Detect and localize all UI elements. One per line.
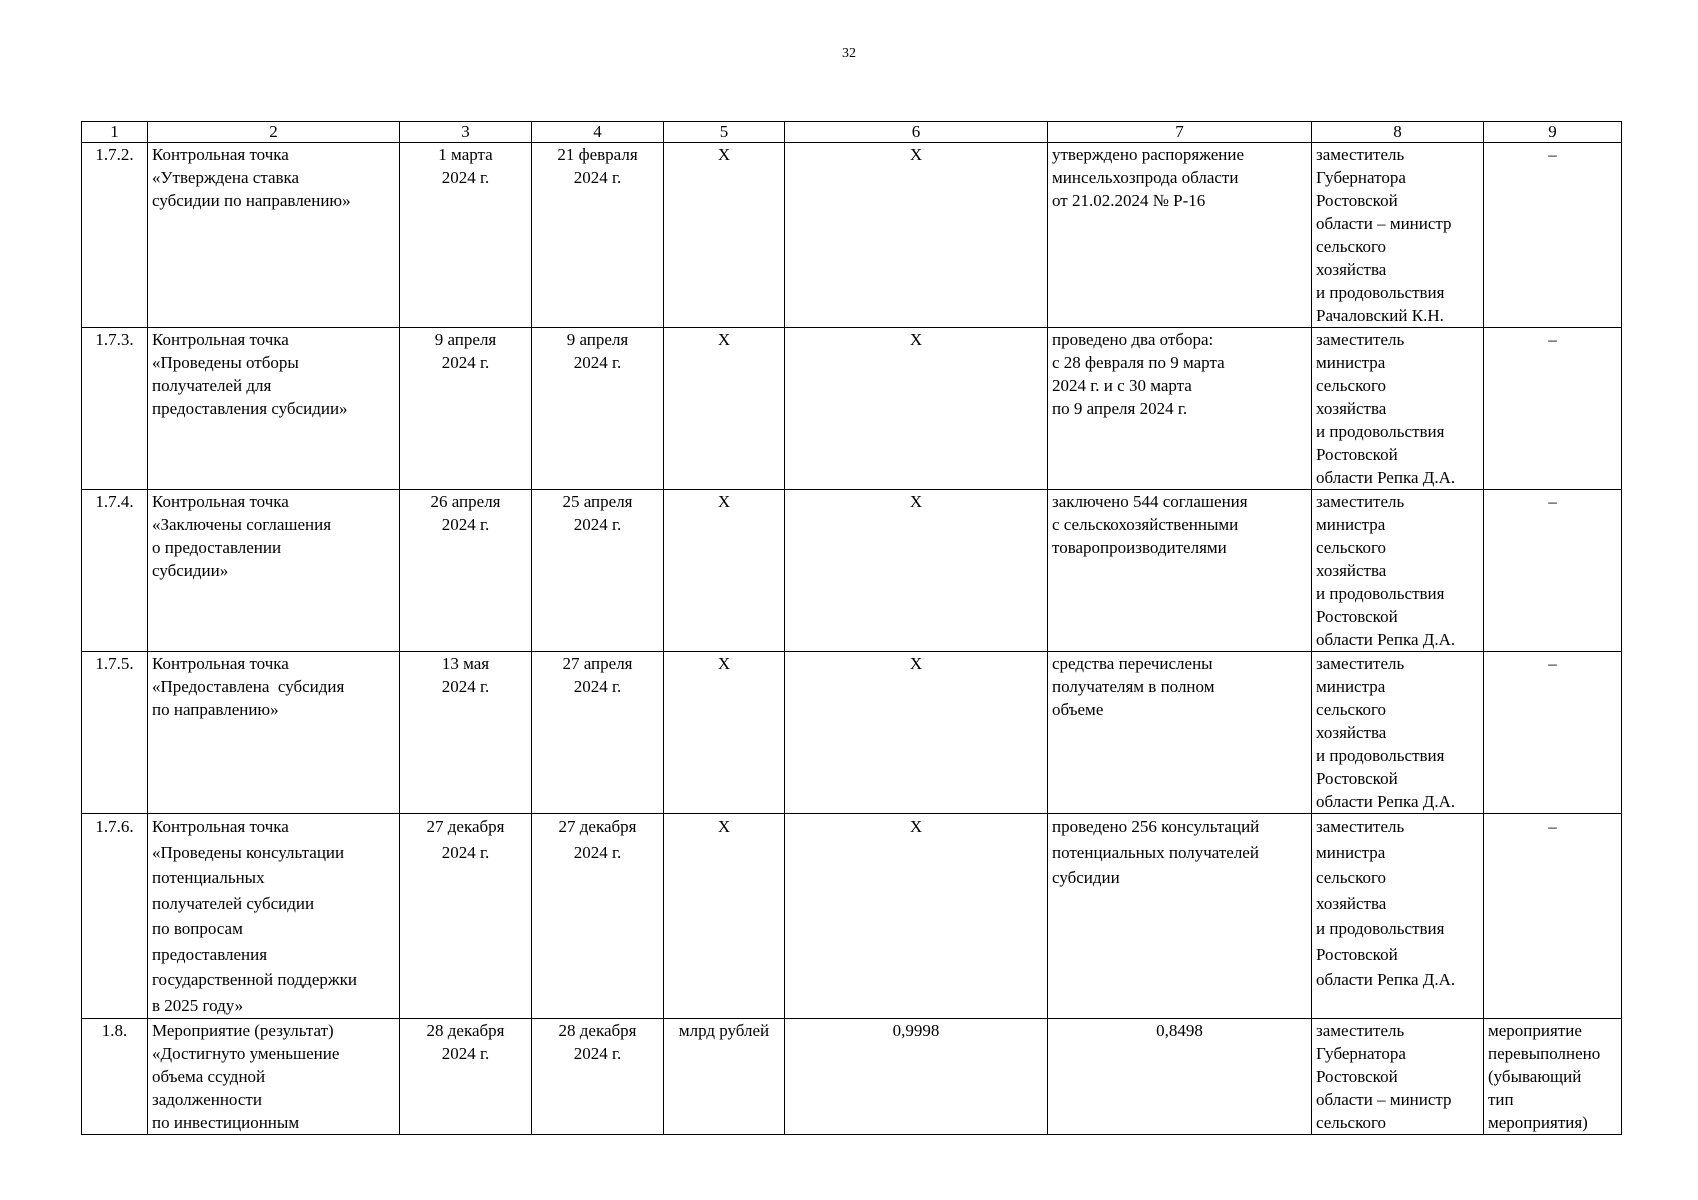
column-header: 2 bbox=[148, 122, 400, 143]
plan-value-cell: 0,9998 bbox=[785, 1019, 1048, 1135]
note-line: – bbox=[1548, 145, 1557, 164]
row-number: 1.7.6. bbox=[82, 814, 148, 1019]
fact-value-line: утверждено распоряжение bbox=[1052, 145, 1245, 164]
note-line: (убывающий bbox=[1488, 1067, 1582, 1086]
table-row bbox=[82, 328, 1622, 490]
plan-date-line: 28 декабря bbox=[426, 1021, 505, 1040]
plan-date-line: 1 марта bbox=[438, 145, 493, 164]
note-line: тип bbox=[1488, 1090, 1514, 1109]
unit-cell: Х bbox=[664, 328, 785, 490]
plan-date-line: 26 апреля bbox=[430, 492, 501, 511]
report-table bbox=[81, 121, 1622, 1135]
column-header: 8 bbox=[1312, 122, 1484, 143]
plan-date-cell bbox=[400, 490, 532, 652]
note-line: – bbox=[1548, 817, 1557, 836]
column-header: 6 bbox=[785, 122, 1048, 143]
column-header: 3 bbox=[400, 122, 532, 143]
fact-date-cell bbox=[532, 143, 664, 328]
responsible-line: Рачаловский К.Н. bbox=[1316, 306, 1444, 325]
event-name-line: Контрольная точка bbox=[152, 492, 289, 511]
page-number: 32 bbox=[842, 46, 856, 61]
plan-value-cell: Х bbox=[785, 652, 1048, 814]
fact-date-line: 2024 г. bbox=[573, 1044, 622, 1063]
note-cell bbox=[1484, 652, 1622, 814]
fact-date-line: 25 апреля bbox=[562, 492, 633, 511]
responsible-line: хозяйства bbox=[1316, 723, 1387, 742]
table-row bbox=[82, 814, 1622, 1019]
responsible-line: и продовольствия bbox=[1316, 283, 1445, 302]
event-name-line: о предоставлении bbox=[152, 538, 282, 557]
responsible-line: и продовольствия bbox=[1316, 584, 1445, 603]
responsible-line: сельского bbox=[1316, 538, 1387, 557]
note-cell bbox=[1484, 143, 1622, 328]
responsible-line: и продовольствия bbox=[1316, 746, 1445, 765]
event-name-line: субсидии» bbox=[152, 561, 229, 580]
responsible-line: сельского bbox=[1316, 376, 1387, 395]
fact-value-line: минсельхозпрода области bbox=[1052, 168, 1239, 187]
fact-value-line: средства перечислены bbox=[1052, 654, 1213, 673]
responsible-line: заместитель bbox=[1316, 145, 1405, 164]
responsible-cell bbox=[1312, 1019, 1484, 1135]
unit-cell: Х bbox=[664, 143, 785, 328]
unit-cell: Х bbox=[664, 814, 785, 1019]
responsible-line: сельского bbox=[1316, 237, 1387, 256]
fact-value-line: потенциальных получателей bbox=[1052, 842, 1259, 862]
note-line: перевыполнено bbox=[1488, 1044, 1601, 1063]
note-line: – bbox=[1548, 330, 1557, 349]
event-name-line: по инвестиционным bbox=[152, 1113, 300, 1132]
note-cell bbox=[1484, 1019, 1622, 1135]
responsible-line: заместитель bbox=[1316, 1021, 1405, 1040]
responsible-cell bbox=[1312, 143, 1484, 328]
plan-date-line: 2024 г. bbox=[441, 353, 490, 372]
responsible-line: Ростовской bbox=[1316, 607, 1398, 626]
responsible-line: министра bbox=[1316, 842, 1386, 862]
unit-cell: Х bbox=[664, 652, 785, 814]
fact-value-line: по 9 апреля 2024 г. bbox=[1052, 399, 1188, 418]
row-number: 1.7.3. bbox=[82, 328, 148, 490]
fact-value-line: проведено 256 консультаций bbox=[1052, 817, 1260, 836]
responsible-line: министра bbox=[1316, 353, 1386, 372]
table-header-row bbox=[82, 122, 1622, 143]
fact-value-line: с 28 февраля по 9 марта bbox=[1052, 353, 1225, 372]
event-name-line: получателей субсидии bbox=[152, 893, 315, 913]
responsible-line: хозяйства bbox=[1316, 260, 1387, 279]
responsible-line: Ростовской bbox=[1316, 445, 1398, 464]
event-name-line: «Утверждена ставка bbox=[152, 168, 300, 187]
responsible-line: области Репка Д.А. bbox=[1316, 792, 1456, 811]
plan-date-cell bbox=[400, 814, 532, 1019]
event-name-cell bbox=[148, 143, 400, 328]
responsible-line: Ростовской bbox=[1316, 1067, 1398, 1086]
event-name-line: предоставления субсидии» bbox=[152, 399, 348, 418]
fact-date-cell bbox=[532, 814, 664, 1019]
fact-value-cell bbox=[1048, 490, 1312, 652]
fact-date-line: 2024 г. bbox=[573, 677, 622, 696]
row-number: 1.7.5. bbox=[82, 652, 148, 814]
event-name-line: Контрольная точка bbox=[152, 654, 289, 673]
plan-date-line: 27 декабря bbox=[426, 817, 505, 836]
responsible-line: заместитель bbox=[1316, 330, 1405, 349]
event-name-line: в 2025 году» bbox=[152, 995, 244, 1015]
event-name-line: предоставления bbox=[152, 944, 268, 964]
column-header: 4 bbox=[532, 122, 664, 143]
note-line: – bbox=[1548, 492, 1557, 511]
event-name-line: «Предоставлена субсидия bbox=[152, 677, 345, 696]
fact-value-line: объеме bbox=[1052, 700, 1104, 719]
event-name-line: государственной поддержки bbox=[152, 970, 357, 989]
fact-date-line: 2024 г. bbox=[573, 168, 622, 187]
plan-date-line: 2024 г. bbox=[441, 842, 490, 862]
fact-value-cell bbox=[1048, 143, 1312, 328]
responsible-line: области Репка Д.А. bbox=[1316, 468, 1456, 487]
responsible-line: области – министр bbox=[1316, 1090, 1452, 1109]
table-row bbox=[82, 1019, 1622, 1135]
responsible-cell bbox=[1312, 652, 1484, 814]
responsible-line: сельского bbox=[1316, 868, 1387, 887]
note-cell bbox=[1484, 814, 1622, 1019]
fact-date-cell bbox=[532, 1019, 664, 1135]
event-name-line: по вопросам bbox=[152, 919, 243, 938]
column-header: 7 bbox=[1048, 122, 1312, 143]
table-row bbox=[82, 652, 1622, 814]
plan-value-cell: Х bbox=[785, 143, 1048, 328]
event-name-line: «Проведены отборы bbox=[152, 353, 299, 372]
column-header: 5 bbox=[664, 122, 785, 143]
fact-value-line: с сельскохозяйственными bbox=[1052, 515, 1239, 534]
plan-date-line: 2024 г. bbox=[441, 677, 490, 696]
fact-date-cell bbox=[532, 490, 664, 652]
responsible-cell bbox=[1312, 490, 1484, 652]
responsible-line: Губернатора bbox=[1316, 1044, 1406, 1063]
plan-date-cell bbox=[400, 328, 532, 490]
event-name-line: Контрольная точка bbox=[152, 145, 289, 164]
fact-date-line: 27 декабря bbox=[558, 817, 637, 836]
fact-date-line: 28 декабря bbox=[558, 1021, 637, 1040]
note-line: – bbox=[1548, 654, 1557, 673]
plan-date-line: 9 апреля bbox=[434, 330, 497, 349]
fact-value-line: 2024 г. и с 30 марта bbox=[1052, 376, 1192, 395]
note-cell bbox=[1484, 328, 1622, 490]
fact-date-line: 9 апреля bbox=[566, 330, 629, 349]
responsible-line: хозяйства bbox=[1316, 561, 1387, 580]
event-name-line: Контрольная точка bbox=[152, 817, 289, 836]
fact-date-line: 2024 г. bbox=[573, 515, 622, 534]
event-name-line: субсидии по направлению» bbox=[152, 191, 351, 210]
fact-value-cell bbox=[1048, 652, 1312, 814]
fact-date-cell bbox=[532, 652, 664, 814]
event-name-line: «Достигнуто уменьшение bbox=[152, 1044, 340, 1063]
column-header: 9 bbox=[1484, 122, 1622, 143]
responsible-line: и продовольствия bbox=[1316, 919, 1445, 938]
responsible-line: области – министр bbox=[1316, 214, 1452, 233]
responsible-line: хозяйства bbox=[1316, 893, 1387, 913]
event-name-cell bbox=[148, 490, 400, 652]
row-number: 1.7.2. bbox=[82, 143, 148, 328]
note-cell bbox=[1484, 490, 1622, 652]
responsible-line: заместитель bbox=[1316, 492, 1405, 511]
event-name-cell bbox=[148, 1019, 400, 1135]
plan-value-cell: Х bbox=[785, 814, 1048, 1019]
row-number: 1.8. bbox=[82, 1019, 148, 1135]
plan-value-cell: Х bbox=[785, 490, 1048, 652]
event-name-line: объема ссудной bbox=[152, 1067, 266, 1086]
fact-value-cell bbox=[1048, 814, 1312, 1019]
responsible-line: области Репка Д.А. bbox=[1316, 970, 1456, 989]
responsible-line: Ростовской bbox=[1316, 191, 1398, 210]
plan-date-line: 2024 г. bbox=[441, 168, 490, 187]
event-name-line: получателей для bbox=[152, 376, 272, 395]
fact-value-line: 0,8498 bbox=[1156, 1021, 1203, 1040]
fact-value-cell bbox=[1048, 328, 1312, 490]
responsible-line: Ростовской bbox=[1316, 769, 1398, 788]
responsible-line: Ростовской bbox=[1316, 944, 1398, 964]
note-line: мероприятия) bbox=[1488, 1113, 1588, 1132]
note-line: мероприятие bbox=[1488, 1021, 1582, 1040]
plan-date-cell bbox=[400, 143, 532, 328]
responsible-line: заместитель bbox=[1316, 817, 1405, 836]
fact-value-line: заключено 544 соглашения bbox=[1052, 492, 1248, 511]
event-name-line: задолженности bbox=[152, 1090, 262, 1109]
fact-date-cell bbox=[532, 328, 664, 490]
responsible-line: хозяйства bbox=[1316, 399, 1387, 418]
fact-value-cell bbox=[1048, 1019, 1312, 1135]
fact-value-line: проведено два отбора: bbox=[1052, 330, 1214, 349]
table-row bbox=[82, 490, 1622, 652]
plan-date-line: 13 мая bbox=[441, 654, 490, 673]
responsible-line: сельского bbox=[1316, 700, 1387, 719]
event-name-line: Контрольная точка bbox=[152, 330, 289, 349]
plan-date-cell bbox=[400, 652, 532, 814]
responsible-line: области Репка Д.А. bbox=[1316, 630, 1456, 649]
plan-date-line: 2024 г. bbox=[441, 515, 490, 534]
column-header: 1 bbox=[82, 122, 148, 143]
event-name-line: Мероприятие (результат) bbox=[152, 1021, 334, 1040]
event-name-cell bbox=[148, 652, 400, 814]
fact-value-line: от 21.02.2024 № Р-16 bbox=[1052, 191, 1206, 210]
responsible-cell bbox=[1312, 814, 1484, 1019]
fact-value-line: товаропроизводителями bbox=[1052, 538, 1227, 557]
fact-date-line: 21 февраля bbox=[557, 145, 638, 164]
fact-date-line: 27 апреля bbox=[562, 654, 633, 673]
row-number: 1.7.4. bbox=[82, 490, 148, 652]
fact-value-line: субсидии bbox=[1052, 868, 1120, 887]
event-name-cell bbox=[148, 328, 400, 490]
plan-date-line: 2024 г. bbox=[441, 1044, 490, 1063]
fact-date-line: 2024 г. bbox=[573, 842, 622, 862]
event-name-line: «Заключены соглашения bbox=[152, 515, 332, 534]
responsible-line: и продовольствия bbox=[1316, 422, 1445, 441]
responsible-cell bbox=[1312, 328, 1484, 490]
responsible-line: министра bbox=[1316, 677, 1386, 696]
responsible-line: заместитель bbox=[1316, 654, 1405, 673]
responsible-line: Губернатора bbox=[1316, 168, 1406, 187]
event-name-line: «Проведены консультации bbox=[152, 842, 345, 862]
fact-value-line: получателям в полном bbox=[1052, 677, 1215, 696]
table-row bbox=[82, 143, 1622, 328]
plan-value-cell: Х bbox=[785, 328, 1048, 490]
unit-cell: Х bbox=[664, 490, 785, 652]
responsible-line: сельского bbox=[1316, 1113, 1387, 1132]
plan-date-cell bbox=[400, 1019, 532, 1135]
event-name-line: по направлению» bbox=[152, 700, 279, 719]
unit-cell: млрд рублей bbox=[664, 1019, 785, 1135]
event-name-cell bbox=[148, 814, 400, 1019]
event-name-line: потенциальных bbox=[152, 868, 265, 887]
fact-date-line: 2024 г. bbox=[573, 353, 622, 372]
responsible-line: министра bbox=[1316, 515, 1386, 534]
